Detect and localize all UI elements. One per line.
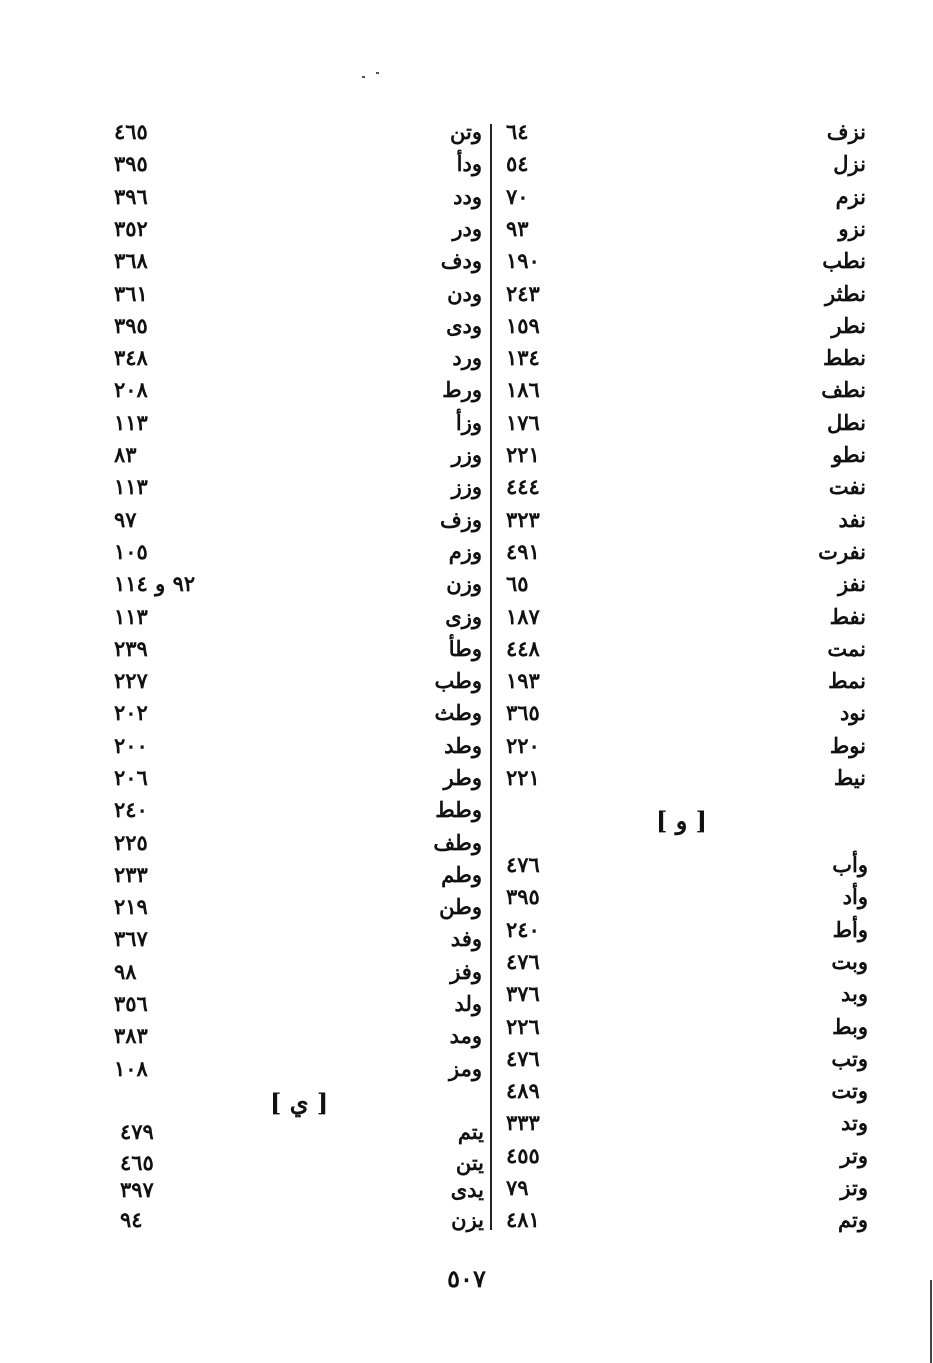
section-header: [ و ] xyxy=(656,806,708,835)
index-page-ref: ٢٢٦ xyxy=(506,1014,540,1039)
index-word: نيط xyxy=(833,765,866,790)
index-page-ref: ٣٩٥ xyxy=(506,884,540,909)
index-page-ref: ٤٧٦ xyxy=(506,949,540,974)
index-word: يزن xyxy=(451,1207,484,1232)
index-word: وزم xyxy=(448,539,482,564)
index-word: ودر xyxy=(452,216,482,241)
index-page-ref: ٤٤٤ xyxy=(506,474,540,499)
index-page-ref: ١٧٦ xyxy=(506,410,540,435)
index-word: نزل xyxy=(833,151,866,176)
index-word: وزى xyxy=(445,604,482,629)
index-word: نطط xyxy=(822,345,866,370)
index-page-ref: ٣٩٥ xyxy=(114,151,148,176)
index-word: يدى xyxy=(450,1177,484,1202)
index-page-ref: ٦٥ xyxy=(506,571,529,596)
print-speck xyxy=(362,76,365,78)
index-page-ref: ٢٢١ xyxy=(506,442,540,467)
index-word: نفط xyxy=(829,604,866,629)
index-page-ref: ٢٢٧ xyxy=(114,668,148,693)
index-page-ref: ٣٨٣ xyxy=(114,1023,148,1048)
index-page-ref: ٧٩ xyxy=(506,1175,529,1200)
index-page-ref: ٤٥٥ xyxy=(506,1143,540,1168)
index-page-ref: ١١٣ xyxy=(114,604,148,629)
index-page-ref: ٢٣٣ xyxy=(114,862,148,887)
index-word: وتر xyxy=(840,1143,868,1168)
index-page-ref: ١٩٠ xyxy=(506,248,540,273)
index-page-ref: ٣٩٧ xyxy=(120,1177,154,1202)
index-page-ref: ٣٢٣ xyxy=(506,507,540,532)
index-page-ref: ٤٧٩ xyxy=(120,1119,154,1144)
index-word: وتز xyxy=(840,1175,868,1200)
index-word: ودد xyxy=(453,184,482,209)
index-word: ودن xyxy=(447,281,482,306)
index-page-ref: ١٥٩ xyxy=(506,313,540,338)
index-word: نفت xyxy=(828,474,866,499)
index-page-ref: ٩٨ xyxy=(114,959,137,984)
index-word: نطب xyxy=(822,248,866,273)
index-word: نزف xyxy=(826,119,866,144)
index-word: وزف xyxy=(439,507,482,532)
index-word: وفز xyxy=(450,959,482,984)
index-page-ref: ٢٢٠ xyxy=(506,733,540,758)
index-page-ref: ٢٠٢ xyxy=(114,700,148,725)
index-page-ref: ١٩٣ xyxy=(506,668,540,693)
index-word: ودف xyxy=(440,248,482,273)
index-page-ref: ٥٤ xyxy=(506,151,529,176)
index-word: وبط xyxy=(832,1014,868,1039)
index-page-ref: ٣٩٦ xyxy=(114,184,148,209)
index-word: نفد xyxy=(838,507,866,532)
index-page-ref: ١١٣ xyxy=(114,410,148,435)
index-word: ودى xyxy=(446,313,482,338)
index-word: وطب xyxy=(434,668,482,693)
column-divider xyxy=(490,124,492,1230)
index-word: وزن xyxy=(446,571,482,596)
index-page-ref: ٢٢٥ xyxy=(114,830,148,855)
index-word: نفرت xyxy=(818,539,866,564)
index-word: وبد xyxy=(840,981,868,1006)
index-page-ref: ٣٥٦ xyxy=(114,991,148,1016)
index-page-ref: ٤٨٩ xyxy=(506,1078,540,1103)
index-word: وطأ xyxy=(448,636,482,661)
index-page-ref: ١٨٧ xyxy=(506,604,540,629)
index-word: يتن xyxy=(455,1150,484,1175)
index-word: نزو xyxy=(838,216,866,241)
index-page-ref: ٤٦٥ xyxy=(114,119,148,144)
index-page-ref: ١٠٨ xyxy=(114,1056,148,1081)
index-word: نطر xyxy=(831,313,866,338)
index-word: ودأ xyxy=(456,151,482,176)
index-page-ref: ٤٧٦ xyxy=(506,852,540,877)
section-header: [ ي ] xyxy=(270,1088,329,1117)
index-page-ref: ١١٣ xyxy=(114,474,148,499)
index-word: نمط xyxy=(828,668,866,693)
index-page-ref: ٢٤٣ xyxy=(506,281,540,306)
index-word: نزم xyxy=(835,184,866,209)
index-word: ورط xyxy=(442,377,482,402)
index-word: وأب xyxy=(832,852,868,877)
index-page-ref: ٢١٩ xyxy=(114,894,148,919)
index-word: ورد xyxy=(452,345,482,370)
index-word: يتم xyxy=(457,1119,484,1144)
index-page-ref: ٢٠٨ xyxy=(114,377,148,402)
index-word: وطر xyxy=(443,765,482,790)
index-page-ref: ٢٤٠ xyxy=(506,917,540,942)
index-page-ref: ٣٩٥ xyxy=(114,313,148,338)
index-word: وفد xyxy=(450,926,482,951)
index-page-ref: ٣٦٨ xyxy=(114,248,148,273)
index-word: نفز xyxy=(837,571,866,596)
index-page-ref: ٤٨١ xyxy=(506,1207,540,1232)
index-page-ref: ٤٤٨ xyxy=(506,636,540,661)
index-page-ref: ٦٤ xyxy=(506,119,529,144)
index-word: وتد xyxy=(840,1110,868,1135)
index-word: نطف xyxy=(821,377,866,402)
index-word: ومد xyxy=(449,1023,482,1048)
index-word: وزز xyxy=(451,474,482,499)
index-page-ref: ٤٦٥ xyxy=(120,1150,154,1175)
index-page-ref: ٩٤ xyxy=(120,1207,143,1232)
index-word: وأط xyxy=(832,917,868,942)
index-page-ref: ٩٣ xyxy=(506,216,529,241)
index-word: نوط xyxy=(829,733,866,758)
index-page-ref: ٨٣ xyxy=(114,442,137,467)
print-speck xyxy=(376,72,379,74)
index-page-ref: ٣٦٥ xyxy=(506,700,540,725)
index-page-ref: ٩٢ و ١١٤ xyxy=(114,571,196,596)
index-word: وطط xyxy=(435,797,482,822)
index-word: نمت xyxy=(827,636,866,661)
index-page-ref: ٤٧٦ xyxy=(506,1046,540,1071)
index-word: نطثر xyxy=(825,281,866,306)
index-page-ref: ٣٦٧ xyxy=(114,926,148,951)
index-page-ref: ٢٠٠ xyxy=(114,733,148,758)
index-word: وزر xyxy=(451,442,482,467)
index-page-ref: ٣٤٨ xyxy=(114,345,148,370)
page-edge-rule xyxy=(930,1280,932,1363)
index-word: نطل xyxy=(827,410,866,435)
index-page-ref: ٢٠٦ xyxy=(114,765,148,790)
index-word: وتت xyxy=(831,1078,868,1103)
index-word: وطن xyxy=(439,894,482,919)
index-word: وطف xyxy=(433,830,482,855)
index-word: وتن xyxy=(450,119,482,144)
index-page-ref: ١٣٤ xyxy=(506,345,540,370)
index-word: وطد xyxy=(444,733,482,758)
index-page-ref: ٧٠ xyxy=(506,184,529,209)
index-word: وطم xyxy=(441,862,482,887)
index-word: نطو xyxy=(832,442,866,467)
index-page-ref: ١٠٥ xyxy=(114,539,148,564)
index-page-ref: ٣٥٢ xyxy=(114,216,148,241)
index-page-ref: ٤٩١ xyxy=(506,539,540,564)
index-word: وبت xyxy=(831,949,868,974)
page-number: ٥٠٧ xyxy=(447,1264,486,1293)
index-page-ref: ٢٤٠ xyxy=(114,797,148,822)
index-word: ولد xyxy=(454,991,482,1016)
index-page-ref: ٣٣٣ xyxy=(506,1110,540,1135)
index-page-ref: ١٨٦ xyxy=(506,377,540,402)
index-page-ref: ٢٣٩ xyxy=(114,636,148,661)
index-word: وتم xyxy=(838,1207,868,1232)
index-page-ref: ٩٧ xyxy=(114,507,137,532)
index-page-ref: ٢٢١ xyxy=(506,765,540,790)
index-word: وتب xyxy=(831,1046,868,1071)
index-word: نود xyxy=(839,700,866,725)
index-word: وأد xyxy=(842,884,868,909)
index-word: وزأ xyxy=(455,410,482,435)
index-word: ومز xyxy=(449,1056,482,1081)
index-page-ref: ٣٦١ xyxy=(114,281,148,306)
index-page-ref: ٣٧٦ xyxy=(506,981,540,1006)
index-word: وطث xyxy=(434,700,482,725)
